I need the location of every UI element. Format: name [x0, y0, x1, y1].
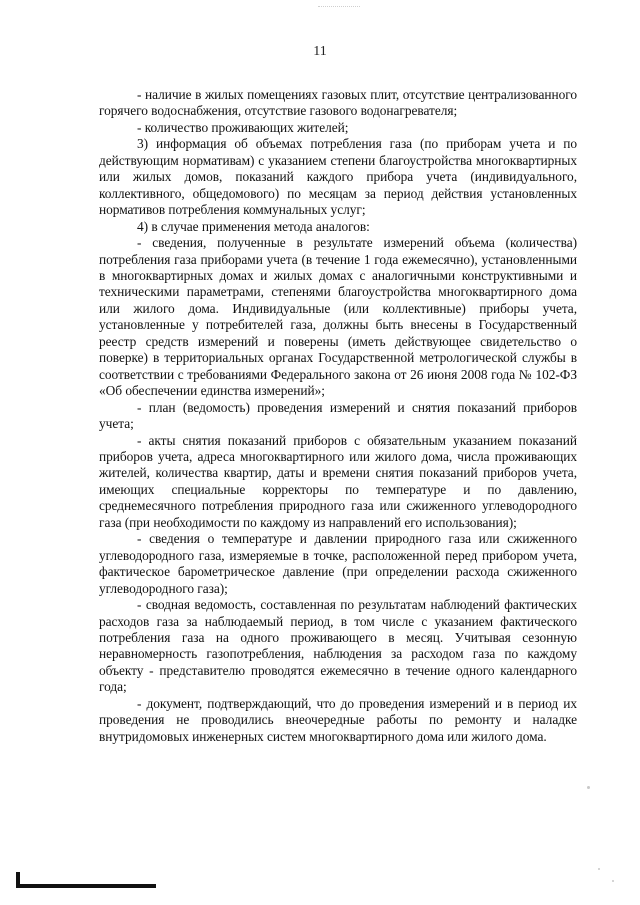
paragraph-reading-acts: - акты снятия показаний приборов с обязательным указанием показаний приборов учета, адреса многоквартирного или жилого дома, числа проживающих жителей, количества квартир, даты и времени снятия показаний приборов учета, имеющих специальные корректоры по температуре и по давлению, среднемесячного потребления природного газа или сжиженного углеводородного газа (при необходимости по каждому из направлений его использования); [99, 432, 577, 530]
paragraph-residents-count: - количество проживающих жителей; [137, 119, 349, 135]
document-body [99, 87, 577, 745]
paragraph-measurement-data: - сведения, полученные в результате измерений объема (количества) потребления газа приборами учета (в течение 1 года ежемесячно), установленными в многоквартирных домах и жилых домах с аналогичными конструктивными и техническими параметрами, степенями благоустройства многоквартирного дома или жилого дома. Индивидуальные (или коллективные) приборы учета, установленные у потребителей газа, должны быть внесены в Государственный реестр средств измерений и поверены (иметь действующее свидетельство о поверке) в территориальных органах Государственной метрологической службы в соответствии с требованиями Федерального закона от 26 июня 2008 года № 102-ФЗ «Об обеспечении единства измерений»; [99, 235, 577, 399]
scan-speck [587, 786, 590, 789]
paragraph-analog-method: 4) в случае применения метода аналогов: [137, 218, 370, 234]
paragraph-temperature-pressure: - сведения о температуре и давлении природного газа или сжиженного углеводородного газа, измеряемые в точке, расположенной перед прибором учета, фактическое барометрическое давление (при определении расхода сжиженного углеводородного газа); [99, 531, 577, 596]
paragraph-no-repairs-document: - документ, подтверждающий, что до проведения измерений и в период их проведения не проводились внеочередные работы по ремонту и наладке внутридомовых инженерных систем многоквартирного дома или жилого дома. [99, 695, 577, 744]
scan-artifact [318, 6, 360, 9]
scan-corner-mark [16, 872, 156, 888]
paragraph-gas-stoves: - наличие в жилых помещениях газовых плит, отсутствие централизованного горячего водоснабжения, отсутствие газового водонагревателя; [99, 87, 577, 119]
scan-speck [598, 868, 600, 870]
paragraph-summary-statement: - сводная ведомость, составленная по результатам наблюдений фактических расходов газа за наблюдаемый период, в том числе с указанием фактического потребления газа на одного проживающего в месяц. Учитывая сезонную неравномерность газопотребления, наблюдения за расходом газа по каждому объекту - представителю проводятся ежемесячно в течение одного календарного года; [99, 597, 577, 695]
paragraph-measurement-plan: - план (ведомость) проведения измерений и снятия показаний приборов учета; [99, 399, 577, 432]
page-number: 11 [313, 44, 327, 59]
scan-speck [612, 880, 614, 882]
paragraph-consumption-info: 3) информация об объемах потребления газа (по приборам учета и по действующим нормативам) с указанием степени благоустройства многоквартирных или жилых домов, показаний каждого прибора учета (индивидуального, коллективного, общедомового) по месяцам за период действия установленных нормативов потребления коммунальных услуг; [99, 136, 577, 218]
